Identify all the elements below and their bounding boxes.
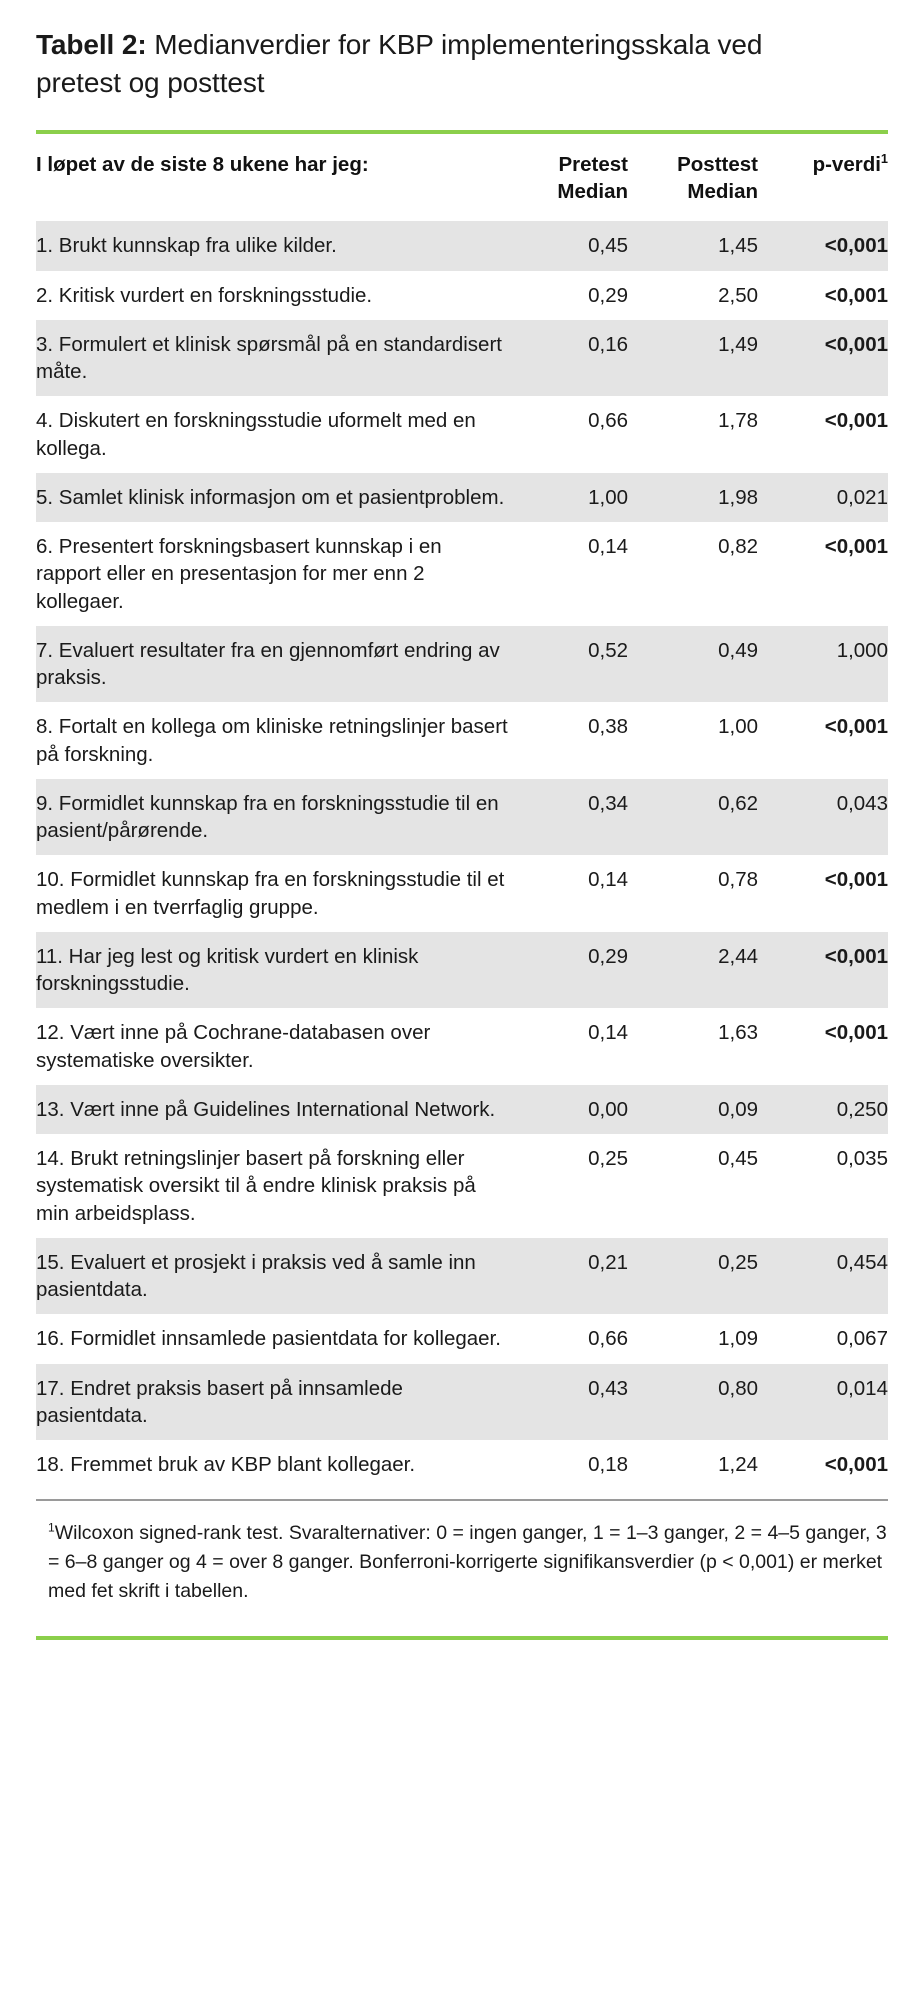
row-pretest-median: 0,29	[510, 932, 628, 1009]
row-pretest-median: 0,66	[588, 409, 628, 433]
row-pretest-median: 0,00	[510, 1085, 628, 1134]
bottom-accent-rule	[36, 1636, 888, 1640]
table-row	[36, 221, 888, 270]
column-header-item: I løpet av de siste 8 ukene har jeg:	[36, 153, 369, 177]
row-item-text: 2. Kritisk vurdert en forskningsstudie.	[36, 283, 373, 307]
table-header	[36, 134, 888, 221]
table-number-label: Tabell 2:	[36, 29, 147, 60]
row-posttest-median: 0,82	[718, 535, 758, 559]
row-item-text: 10. Formidlet kunnskap fra en forskningsstudie til et medlem i en tverrfaglig gruppe.	[36, 868, 505, 919]
footnote-text: Wilcoxon signed-rank test. Svaralternativer: 0 = ingen ganger, 1 = 1–3 ganger, 2 = 4–5 ganger, 3 = 6–8 ganger og 4 = over 8 ganger. Bonferroni-korrigerte signifikansverdier (p < 0,001) er merket med fet skrift i tabellen.	[48, 1522, 887, 1603]
row-item-text: 4. Diskutert en forskningsstudie uformelt med en kollega.	[36, 409, 476, 460]
row-posttest-median: 2,44	[628, 932, 758, 1009]
row-pretest-median: 0,18	[588, 1453, 628, 1477]
table-row	[36, 1085, 888, 1134]
row-pretest-median: 0,14	[588, 1021, 628, 1045]
table-row	[36, 626, 888, 703]
column-header-pvalue-text: p-verdi	[812, 153, 881, 177]
row-p-value: 1,000	[758, 626, 888, 703]
row-p-value: 0,067	[836, 1327, 888, 1351]
row-pretest-median: 1,00	[510, 473, 628, 522]
row-posttest-median: 0,25	[628, 1238, 758, 1315]
row-p-value: 0,035	[836, 1147, 888, 1171]
row-p-value: <0,001	[758, 932, 888, 1009]
column-header-pretest-line2: Median	[557, 179, 628, 203]
row-p-value: <0,001	[824, 1021, 888, 1045]
row-p-value: 0,250	[758, 1085, 888, 1134]
column-header-posttest-line1: Posttest	[677, 153, 758, 177]
row-item-text: 6. Presentert forskningsbasert kunnskap i en rapport eller en presentasjon for mer enn 2 kollegaer.	[36, 535, 442, 613]
column-header-pretest	[510, 134, 628, 221]
row-item-text: 1. Brukt kunnskap fra ulike kilder.	[36, 221, 510, 270]
row-item-text: 3. Formulert et klinisk spørsmål på en standardisert måte.	[36, 320, 510, 397]
row-posttest-median: 2,50	[718, 283, 758, 307]
row-pretest-median: 0,14	[588, 535, 628, 559]
row-item-text: 9. Formidlet kunnskap fra en forskningsstudie til en pasient/pårørende.	[36, 779, 510, 856]
row-posttest-median: 1,00	[718, 715, 758, 739]
table-row	[36, 1314, 888, 1363]
row-pretest-median: 0,38	[588, 715, 628, 739]
table-row	[36, 779, 888, 856]
column-header-posttest	[628, 134, 758, 221]
table-row	[36, 1364, 888, 1441]
row-posttest-median: 1,49	[628, 320, 758, 397]
row-pretest-median: 0,45	[510, 221, 628, 270]
row-posttest-median: 0,62	[628, 779, 758, 856]
row-p-value: <0,001	[824, 535, 888, 559]
row-p-value: <0,001	[824, 283, 888, 307]
table-row	[36, 1440, 888, 1489]
row-posttest-median: 1,09	[718, 1327, 758, 1351]
row-posttest-median: 1,98	[628, 473, 758, 522]
row-p-value: <0,001	[758, 320, 888, 397]
row-pretest-median: 0,66	[588, 1327, 628, 1351]
row-posttest-median: 1,63	[718, 1021, 758, 1045]
table-row	[36, 702, 888, 779]
row-item-text: 18. Fremmet bruk av KBP blant kollegaer.	[36, 1453, 416, 1477]
row-posttest-median: 0,78	[718, 868, 758, 892]
table-body	[36, 221, 888, 1489]
table-row	[36, 522, 888, 626]
table-row	[36, 1134, 888, 1238]
row-item-text: 17. Endret praksis basert på innsamlede pasientdata.	[36, 1364, 510, 1441]
footnote-divider-rule	[36, 1499, 888, 1501]
header-row	[36, 134, 888, 221]
row-pretest-median: 0,29	[588, 283, 628, 307]
row-item-text: 12. Vært inne på Cochrane-databasen over systematiske oversikter.	[36, 1021, 431, 1072]
row-posttest-median: 1,24	[718, 1453, 758, 1477]
row-item-text: 14. Brukt retningslinjer basert på forskning eller systematisk oversikt til å endre klinisk praksis på min arbeidsplass.	[36, 1147, 476, 1225]
table-caption-text: Medianverdier for KBP implementeringsskala ved pretest og posttest	[36, 29, 763, 99]
median-values-table	[36, 134, 888, 1489]
row-pretest-median: 0,25	[588, 1147, 628, 1171]
row-p-value: 0,043	[758, 779, 888, 856]
row-pretest-median: 0,34	[510, 779, 628, 856]
row-pretest-median: 0,52	[510, 626, 628, 703]
table-row	[36, 932, 888, 1009]
row-p-value: <0,001	[824, 1453, 888, 1477]
table-row	[36, 1008, 888, 1085]
column-header-pvalue	[758, 134, 888, 221]
row-item-text: 13. Vært inne på Guidelines International Network.	[36, 1085, 510, 1134]
row-posttest-median: 1,78	[718, 409, 758, 433]
row-p-value: <0,001	[758, 221, 888, 270]
row-p-value: <0,001	[824, 409, 888, 433]
row-posttest-median: 0,49	[628, 626, 758, 703]
row-item-text: 8. Fortalt en kollega om kliniske retningslinjer basert på forskning.	[36, 715, 508, 766]
row-posttest-median: 0,80	[628, 1364, 758, 1441]
row-p-value: 0,454	[758, 1238, 888, 1315]
row-posttest-median: 1,45	[628, 221, 758, 270]
row-p-value: 0,014	[758, 1364, 888, 1441]
table-footnote	[36, 1519, 888, 1606]
table-row	[36, 271, 888, 320]
row-p-value: 0,021	[758, 473, 888, 522]
table-row	[36, 473, 888, 522]
row-item-text: 16. Formidlet innsamlede pasientdata for kollegaer.	[36, 1327, 501, 1351]
row-posttest-median: 0,09	[628, 1085, 758, 1134]
table-row	[36, 320, 888, 397]
table-row	[36, 1238, 888, 1315]
column-header-posttest-line2: Median	[687, 179, 758, 203]
row-item-text: 15. Evaluert et prosjekt i praksis ved å samle inn pasientdata.	[36, 1238, 510, 1315]
table-row	[36, 855, 888, 932]
row-item-text: 5. Samlet klinisk informasjon om et pasientproblem.	[36, 473, 510, 522]
page-title	[36, 0, 826, 102]
row-item-text: 11. Har jeg lest og kritisk vurdert en klinisk forskningsstudie.	[36, 932, 510, 1009]
row-posttest-median: 0,45	[718, 1147, 758, 1171]
row-pretest-median: 0,43	[510, 1364, 628, 1441]
column-header-pretest-line1: Pretest	[558, 153, 628, 177]
row-pretest-median: 0,21	[510, 1238, 628, 1315]
row-p-value: <0,001	[824, 715, 888, 739]
footnote-marker: 1	[48, 1520, 55, 1535]
row-pretest-median: 0,14	[588, 868, 628, 892]
table-row	[36, 396, 888, 473]
row-p-value: <0,001	[824, 868, 888, 892]
row-item-text: 7. Evaluert resultater fra en gjennomført endring av praksis.	[36, 626, 510, 703]
row-pretest-median: 0,16	[510, 320, 628, 397]
footnote-marker-header: 1	[880, 151, 888, 167]
